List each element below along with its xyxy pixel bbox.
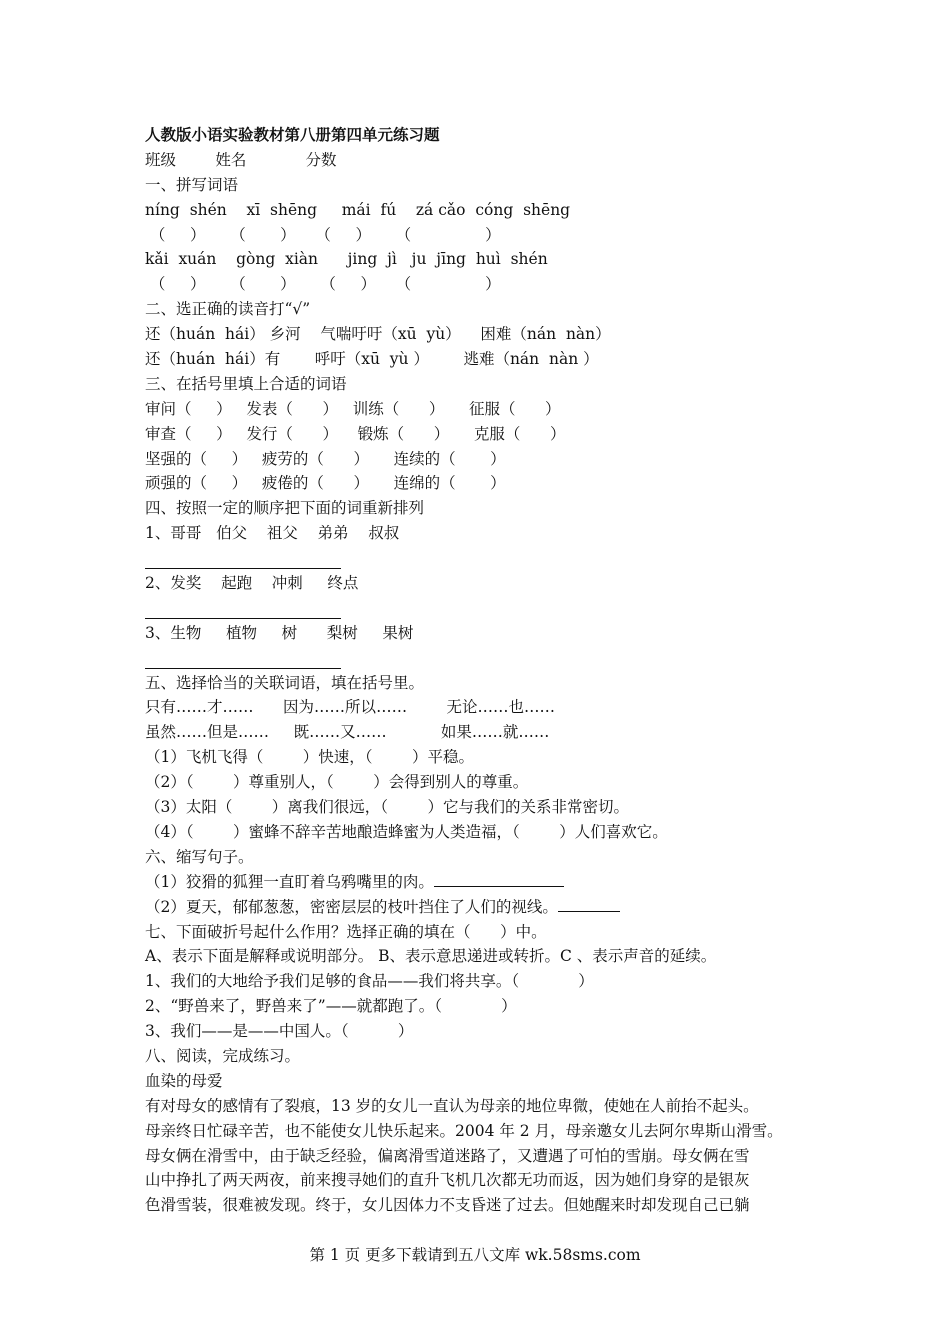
section-6-heading: 六、缩写句子。 [145,847,254,866]
pinyin-row-1: níng shén xī shēng mái fú zá cǎo cóng shēng [145,200,571,219]
answer-blank-line [145,596,835,621]
story-paragraph-line: 有对母女的感情有了裂痕，13 岁的女儿一直认为母亲的地位卑微，使她在人前抬不起头。 [145,1096,759,1115]
page-footer: 第 1 页 更多下载请到五八文库 wk.58sms.com [309,1246,641,1264]
dash-usage-choices: A、表示下面是解释或说明部分。 B、表示意思递进或转折。C 、表示声音的延续。 [145,947,717,966]
student-info-line: 班级 姓名 分数 [145,150,337,169]
section-3-heading: 三、在括号里填上合适的词语 [145,374,347,393]
section-5-heading: 五、选择恰当的关联词语，填在括号里。 [145,673,425,692]
ordering-item-2: 2、发奖 起跑 冲刺 终点 [145,574,359,593]
story-paragraph-line: 母女俩在滑雪中，由于缺乏经验，偏离滑雪道迷路了，又遭遇了可怕的雪崩。母女俩在雪 [145,1146,750,1165]
answer-blank-line [145,546,835,571]
story-title: 血染的母爱 [145,1071,223,1090]
document-title: 人教版小语实验教材第八册第四单元练习题 [145,125,440,144]
conjunction-options-row-2: 虽然……但是…… 既……又…… 如果……就…… [145,723,550,742]
reading-choice-row-1: 还（huán hái） 乡河 气喘吁吁（xū yù） 困难（nán nàn） [145,325,611,344]
answer-blank-line [145,646,835,671]
answer-parens-row-1: （ ） （ ） （ ） （ ） [145,225,501,244]
conjunction-question: （2）（ ）尊重别人，（ ）会得到别人的尊重。 [145,773,529,792]
fill-words-row: 审问（ ） 发表（ ） 训练（ ） 征服（ ） [145,399,561,418]
worksheet-page [145,123,835,1218]
fill-words-row: 审查（ ） 发行（ ） 锻炼（ ） 克服（ ） [145,424,566,443]
ordering-item-1: 1、哥哥 伯父 祖父 弟弟 叔叔 [145,524,400,543]
conjunction-question: （4）（ ）蜜蜂不辞辛苦地酿造蜂蜜为人类造福，（ ）人们喜欢它。 [145,822,668,841]
answer-underline [434,872,564,887]
dash-question: 2、“野兽来了，野兽来了”——就都跑了。（ ） [145,997,517,1016]
section-4-heading: 四、按照一定的顺序把下面的词重新排列 [145,499,425,518]
fill-words-row: 坚强的（ ） 疲劳的（ ） 连续的（ ） [145,449,506,468]
dash-question: 1、我们的大地给予我们足够的食品——我们将共享。（ ） [145,972,594,991]
pinyin-row-2: kǎi xuán gòng xiàn jing jì ju jīng huì shén [145,250,548,269]
section-7-heading: 七、下面破折号起什么作用？选择正确的填在（ ）中。 [145,922,547,941]
section-2-heading: 二、选正确的读音打“√” [145,300,311,319]
reading-choice-row-2: 还（huán hái）有 呼吁（xū yù ） 逃难（nán nàn ） [145,350,599,369]
answer-underline [558,897,620,912]
condense-question-1 [145,870,835,895]
answer-parens-row-2: （ ） （ ） （ ） （ ） [145,275,501,294]
condense-question-1-text: （1）狡猾的狐狸一直盯着乌鸦嘴里的肉。 [145,872,434,891]
fill-words-row: 顽强的（ ） 疲倦的（ ） 连绵的（ ） [145,474,506,493]
conjunction-question: （1）飞机飞得（ ）快速，（ ）平稳。 [145,748,474,767]
section-8-heading: 八、阅读，完成练习。 [145,1046,301,1065]
section-1-heading: 一、拼写词语 [145,175,239,194]
story-paragraph-line: 山中挣扎了两天两夜，前来搜寻她们的直升飞机几次都无功而返，因为她们身穿的是银灰 [145,1171,750,1190]
condense-question-2-text: （2）夏天，郁郁葱葱，密密层层的枝叶挡住了人们的视线。 [145,897,558,916]
story-paragraph-line: 母亲终日忙碌辛苦，也不能使女儿快乐起来。2004 年 2 月，母亲邀女儿去阿尔卑斯山滑雪。 [145,1121,783,1140]
conjunction-question: （3）太阳（ ）离我们很远，（ ）它与我们的关系非常密切。 [145,798,629,817]
dash-question: 3、我们——是——中国人。（ ） [145,1022,414,1041]
condense-question-2 [145,895,835,920]
ordering-item-3: 3、生物 植物 树 梨树 果树 [145,623,414,642]
conjunction-options-row-1: 只有……才…… 因为……所以…… 无论……也…… [145,698,555,717]
story-paragraph-line: 色滑雪装，很难被发现。终于，女儿因体力不支昏迷了过去。但她醒来时却发现自己已躺 [145,1196,750,1215]
